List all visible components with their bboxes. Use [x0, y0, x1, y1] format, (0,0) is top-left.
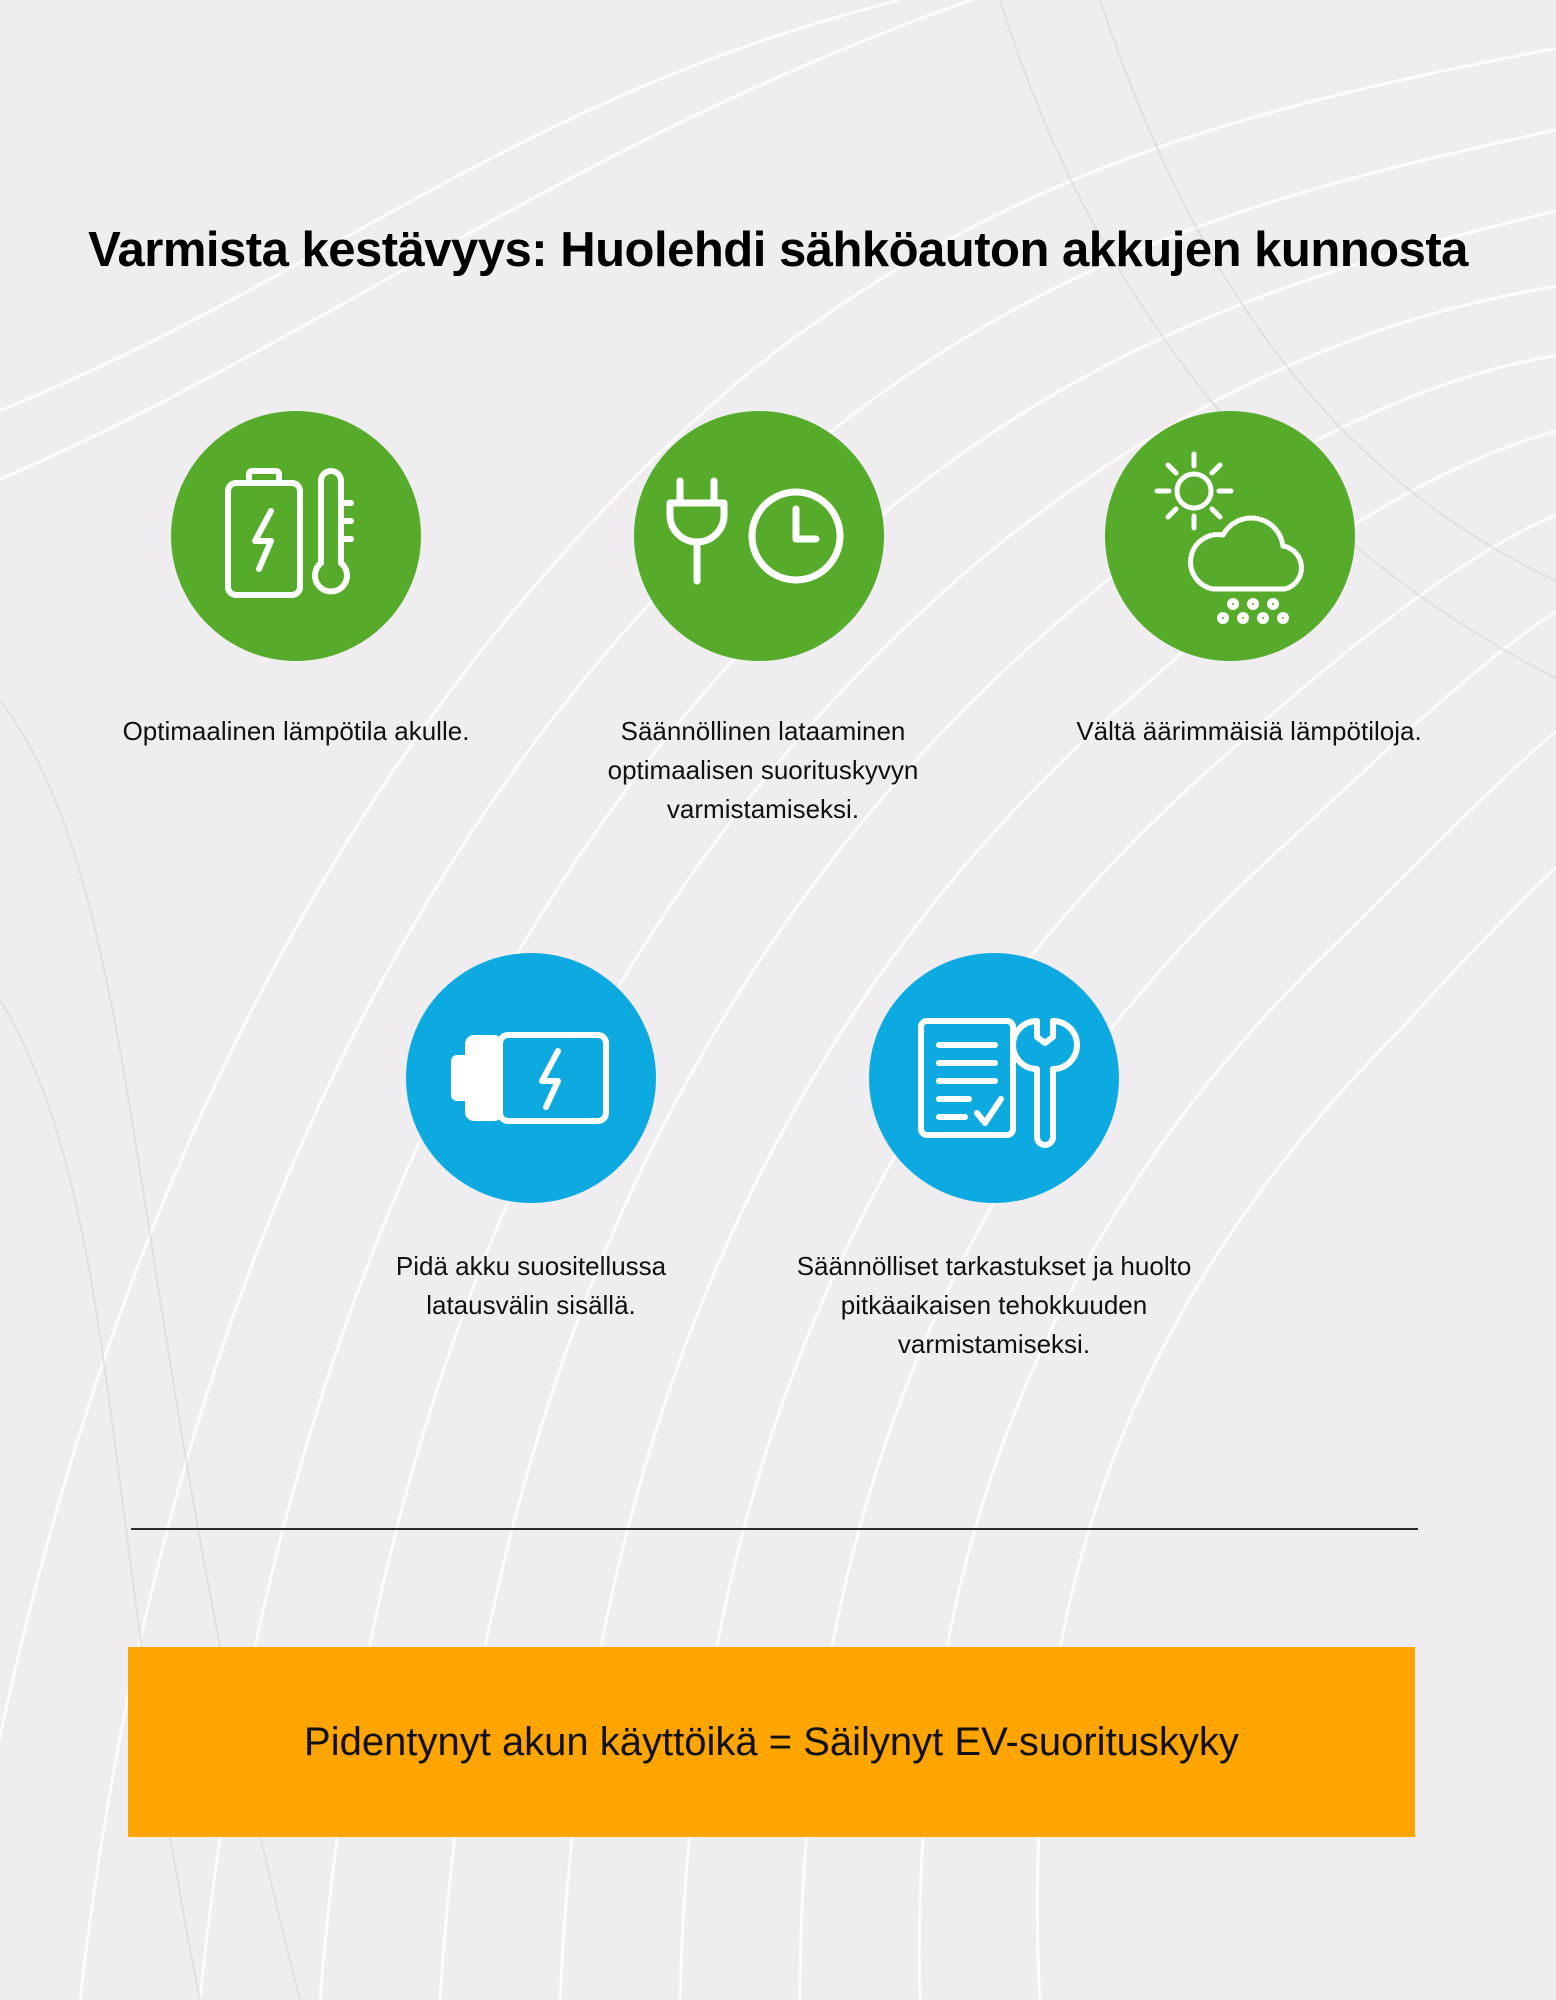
tip-text-3: Vältä äärimmäisiä lämpötiloja. [1076, 716, 1422, 746]
sun-snow-cloud-icon [1105, 411, 1355, 661]
checklist-wrench-icon [869, 953, 1119, 1203]
tip-circle-4 [406, 953, 656, 1203]
tip-text-4: Pidä akku suositellussa latausvälin sisällä. [395, 1251, 667, 1320]
divider [131, 1528, 1418, 1530]
tip-circle-5 [869, 953, 1119, 1203]
tip-text-5: Säännölliset tarkastukset ja huolto pitkäaikaisen tehokkuuden varmistamiseksi. [796, 1251, 1192, 1359]
tip-circle-2 [634, 411, 884, 661]
page-title: Varmista kestävyys: Huolehdi sähköauton akkujen kunnosta [88, 223, 1468, 277]
tip-circle-3 [1105, 411, 1355, 661]
battery-thermometer-icon [171, 411, 421, 661]
result-banner [128, 1647, 1415, 1837]
tip-text-1: Optimaalinen lämpötila akulle. [122, 716, 470, 746]
plug-clock-icon [634, 411, 884, 661]
battery-charge-icon [406, 953, 656, 1203]
tip-circle-1 [171, 411, 421, 661]
tip-text-2: Säännöllinen lataaminen optimaalisen suorituskyvyn varmistamiseksi. [607, 716, 919, 824]
banner-text: Pidentynyt akun käyttöikä = Säilynyt EV-suorituskyky [304, 1719, 1239, 1764]
